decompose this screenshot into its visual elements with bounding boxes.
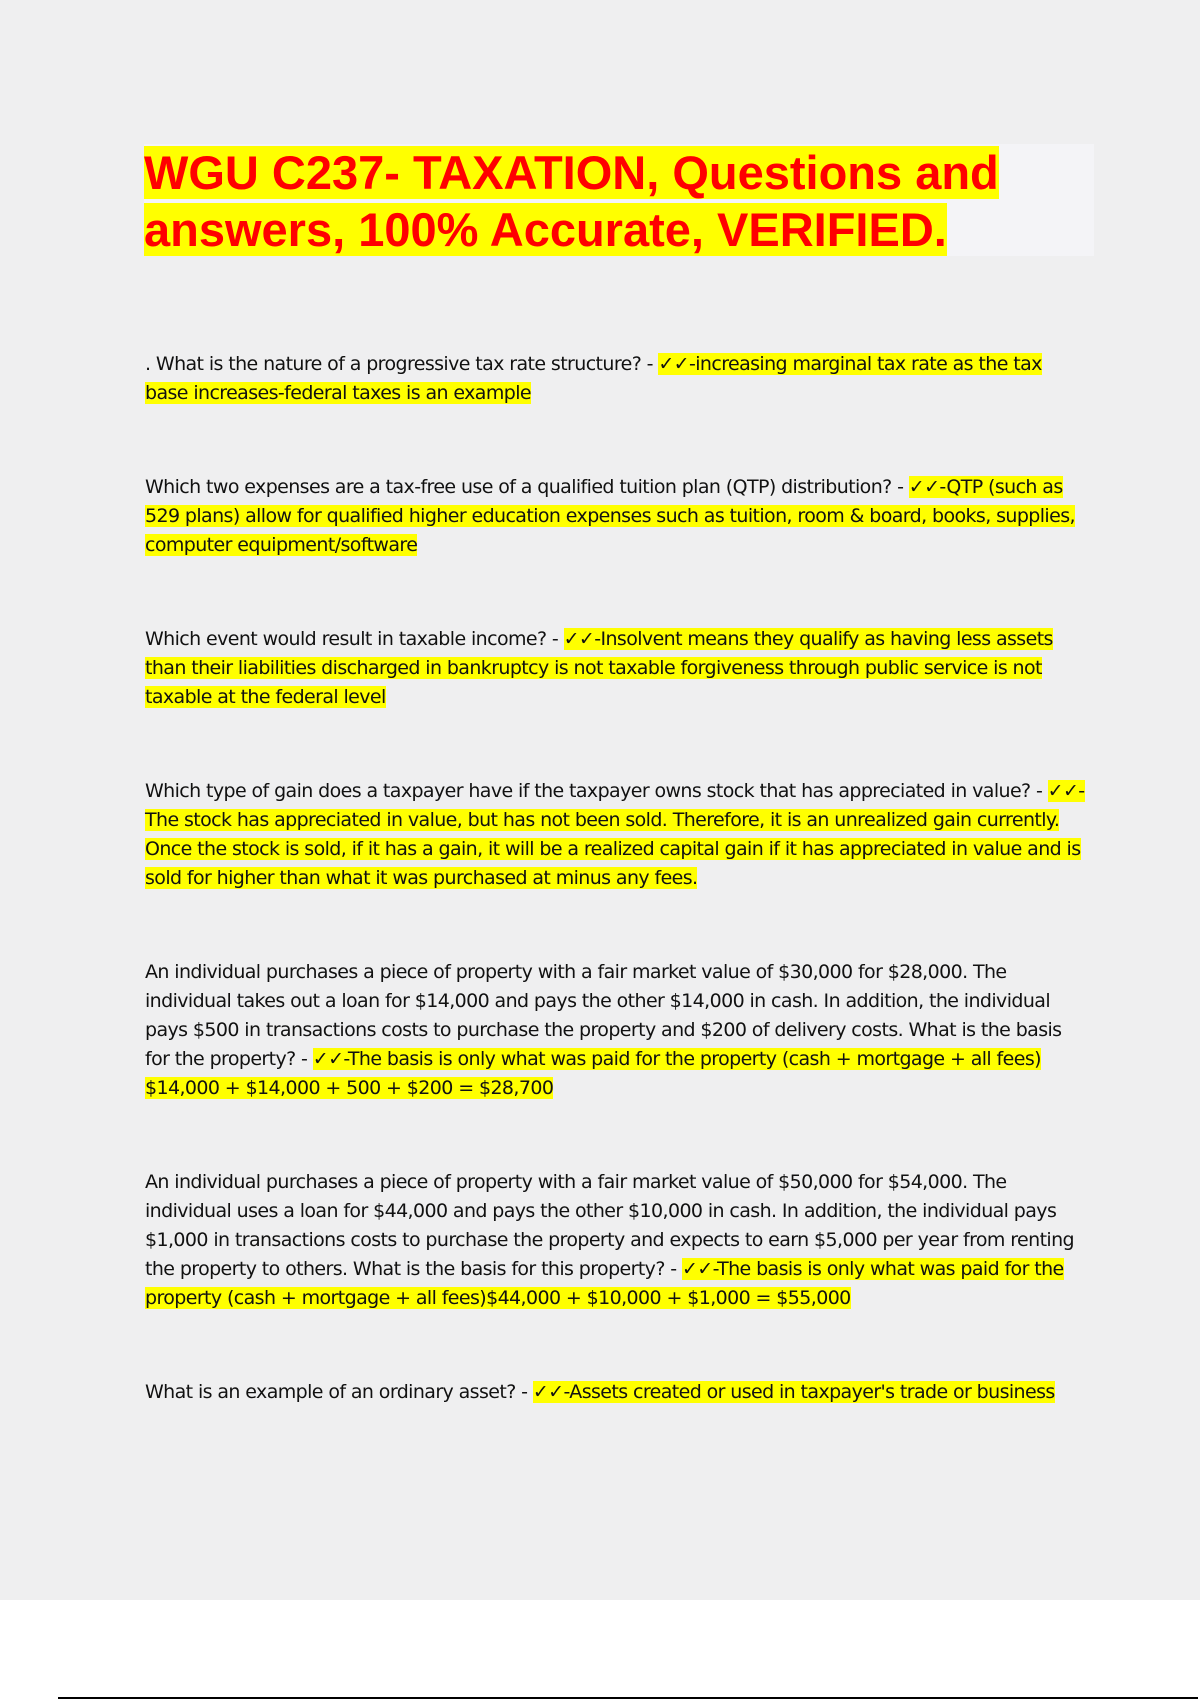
qa-item-5 <box>145 958 1090 1103</box>
qa-item-6 <box>145 1168 1090 1313</box>
answer-text: ✓✓-Assets created or used in taxpayer's trade or business <box>532 1381 1055 1403</box>
question-text: An individual purchases a piece of property with a fair market value of $50,000 for $54,000. The individual uses a loan for $44,000 and pays the other $10,000 in cash. In addition, the individual pays $1,000 in transactions costs to purchase the property and expects to earn $5,000 per year from renting the property to others. What is the basis for this property? - <box>145 1171 1075 1280</box>
answer-text: ✓✓-increasing marginal tax rate as the tax base increases-federal taxes is an example <box>145 353 1042 404</box>
qa-item-4 <box>145 777 1090 893</box>
question-text: Which two expenses are a tax-free use of a qualified tuition plan (QTP) distribution? - <box>145 476 909 498</box>
answer-text: ✓✓-The basis is only what was paid for the property (cash + mortgage + all fees) $14,000 + $14,000 + 500 + $200 = $28,700 <box>145 1048 1041 1099</box>
title-block <box>144 144 1094 256</box>
document-title-line-1: WGU C237- TAXATION, Questions and <box>144 146 999 199</box>
qa-item-7 <box>145 1378 1090 1407</box>
question-text: What is an example of an ordinary asset? - <box>145 1381 533 1403</box>
answer-text: ✓✓-The basis is only what was paid for the property (cash + mortgage + all fees)$44,000 + $10,000 + $1,000 = $55,000 <box>145 1258 1064 1309</box>
qa-item-1 <box>145 350 1090 408</box>
footer-divider <box>58 1697 1198 1699</box>
document-title-line-2: answers, 100% Accurate, VERIFIED. <box>144 203 947 256</box>
answer-text: ✓✓-The stock has appreciated in value, but has not been sold. Therefore, it is an unrealized gain currently. Once the stock is sold, if it has a gain, it will be a realized capital gain if it has appreciated in value and is sold for higher than what it was purchased at minus any fees. <box>145 780 1085 889</box>
qa-item-2 <box>145 473 1090 560</box>
answer-text: ✓✓-Insolvent means they qualify as having less assets than their liabilities discharged in bankruptcy is not taxable forgiveness through public service is not taxable at the federal level <box>145 628 1053 708</box>
qa-list <box>145 350 1090 1407</box>
question-text: An individual purchases a piece of property with a fair market value of $30,000 for $28,000. The individual takes out a loan for $14,000 and pays the other $14,000 in cash. In addition, the individual pays $500 in transactions costs to purchase the property and $200 of delivery costs. What is the basis for the property? - <box>145 961 1062 1070</box>
question-text: Which type of gain does a taxpayer have if the taxpayer owns stock that has appreciated in value? - <box>145 780 1048 802</box>
qa-item-3 <box>145 625 1090 712</box>
question-text: . What is the nature of a progressive tax rate structure? - <box>145 353 659 375</box>
question-text: Which event would result in taxable income? - <box>145 628 564 650</box>
answer-text: ✓✓-QTP (such as 529 plans) allow for qualified higher education expenses such as tuition, room & board, books, supplies, computer equipment/software <box>145 476 1075 556</box>
document-title <box>144 144 1094 258</box>
